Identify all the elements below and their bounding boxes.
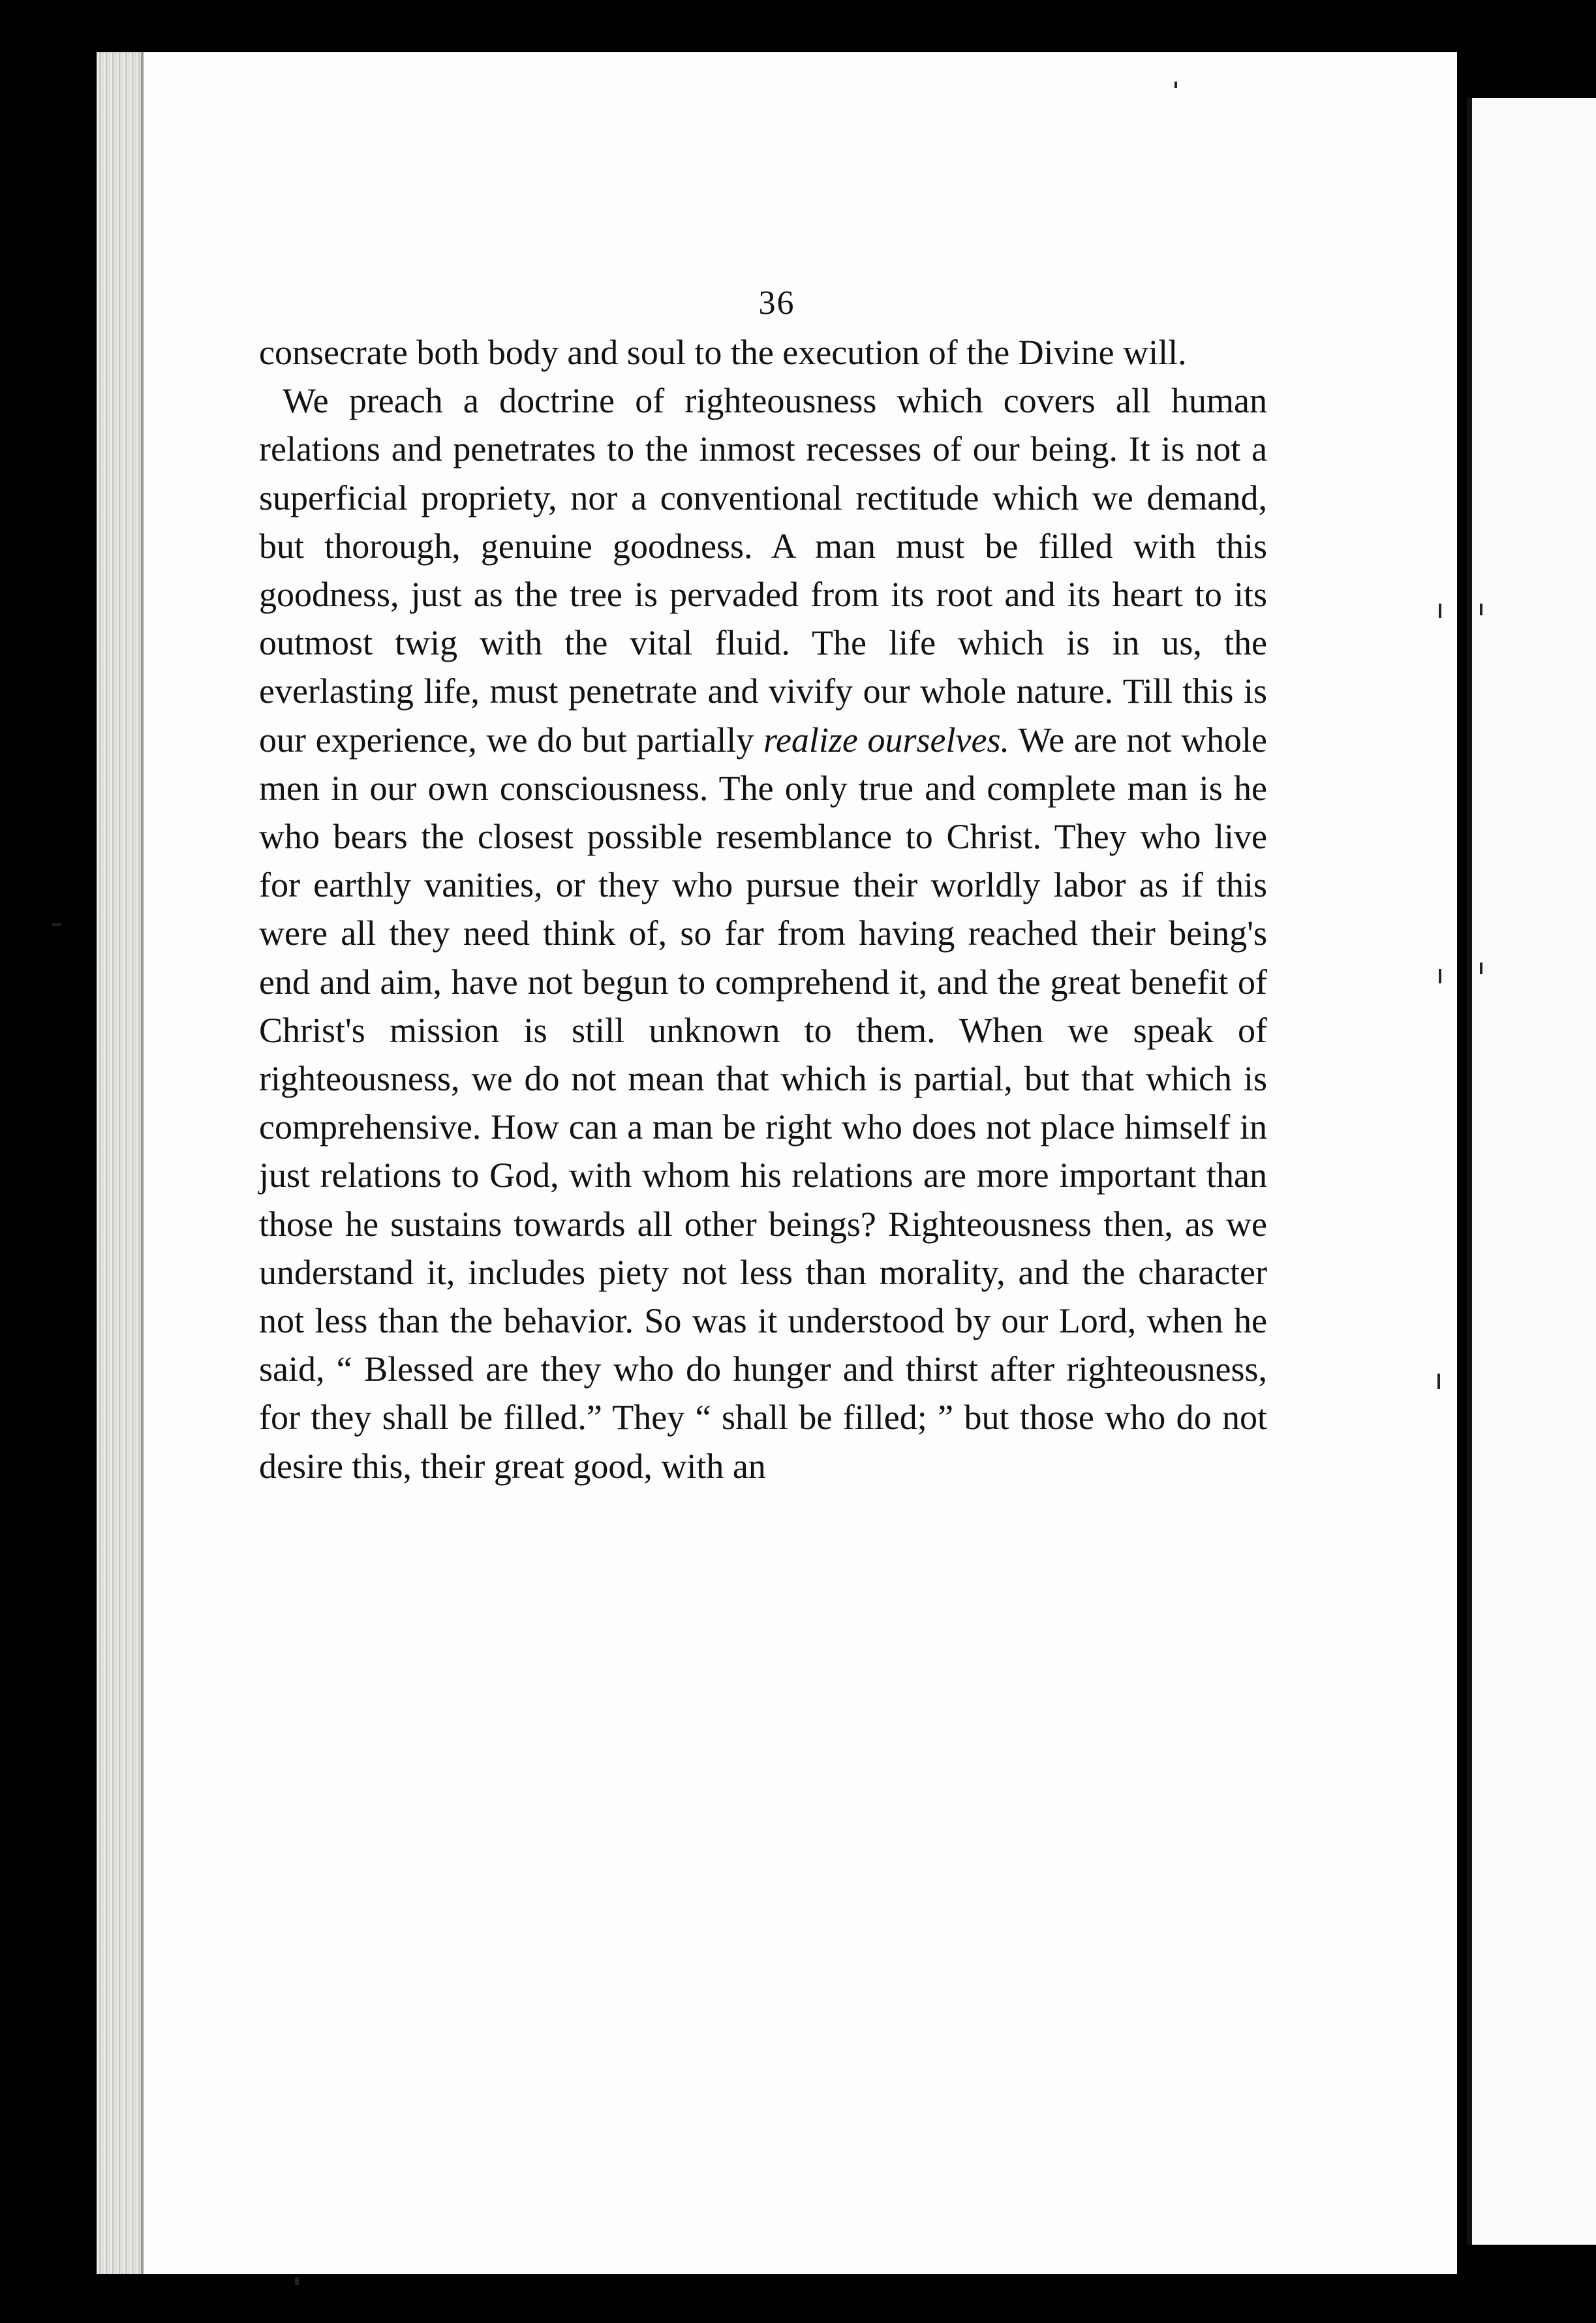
scan-speck xyxy=(1480,604,1482,615)
paragraph-2-text-after: We are not whole men in our own consciousness. The only true and complete man is he who bears the closest possible resemblance to Christ. They who live for earthly vanities, or they who pursue their worldly labor as if this were all they need think of, so far from having reached their being's end and aim, have not begun to comprehend it, and the great benefit of Christ's mission is still unknown to them. When we speak of righteousness, we do not mean that which is partial, but that which is comprehensive. How can a man be right who does not place himself in just relations to God, with whom his relations are more important than those he sustains towards all other beings? Righteousness then, as we understand it, includes piety not less than morality, and the character not less than the behavior. So was it understood by our Lord, when he said, “ Blessed are they who do hunger and thirst after righteousness, for they shall be filled.” They “ shall be filled; ” but those who do not desire this, their great good, with an xyxy=(259,720,1268,1486)
scan-speck xyxy=(1437,1374,1440,1389)
paragraph-1: consecrate both body and soul to the execution of the Divine will. xyxy=(259,333,1187,372)
scan-speck xyxy=(52,923,61,926)
page-edge-line xyxy=(141,52,144,2274)
scan-speck xyxy=(1439,969,1441,983)
page-edge-shading xyxy=(97,52,141,2274)
scan-speck xyxy=(1439,604,1441,618)
scan-speck xyxy=(1174,82,1177,88)
facing-page-edge xyxy=(1467,98,1472,2245)
scan-speck xyxy=(1480,962,1482,974)
body-text xyxy=(259,328,1267,1490)
paragraph-2 xyxy=(259,377,1267,1490)
facing-page-strip xyxy=(1467,98,1596,2245)
emphasis-text: realize ourselves. xyxy=(763,720,1009,760)
scan-speck xyxy=(295,2277,299,2285)
page-number: 36 xyxy=(758,285,795,322)
paragraph-2-text-before: We preach a doctrine of righteousness which covers all human relations and penetrates to the inmost recesses of our being. It is not a superficial propriety, nor a conventional rectitude which we demand, but thorough, genuine goodness. A man must be filled with this goodness, just as the tree is pervaded from its root and its heart to its outmost twig with the vital fluid. The life which is in us, the everlasting life, must penetrate and vivify our whole nature. Till this is our experience, we do but partially xyxy=(259,381,1267,760)
